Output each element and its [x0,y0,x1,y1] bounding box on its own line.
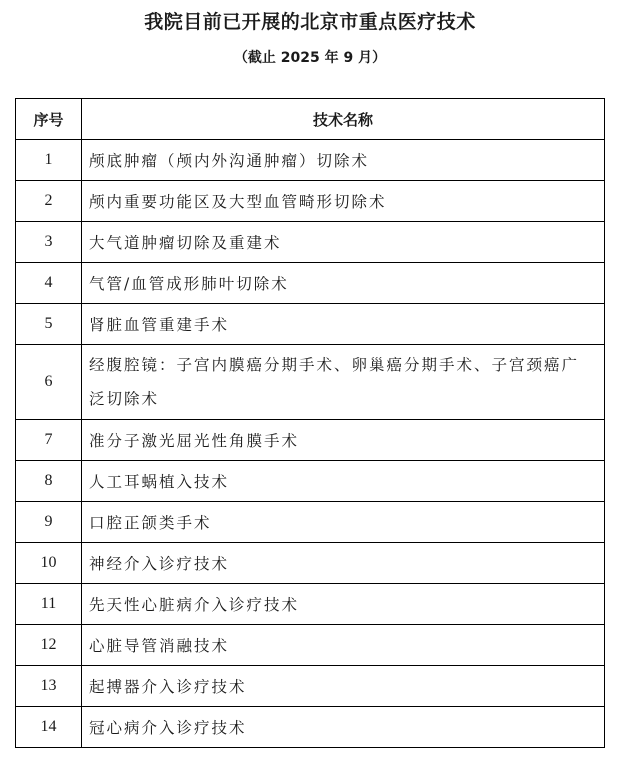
row-technology-name: 先天性心脏病介入诊疗技术 [82,584,605,625]
row-index: 12 [16,625,82,666]
document-subtitle: （截止 2025 年 9 月） [233,50,387,66]
row-index: 10 [16,543,82,584]
row-index: 1 [16,140,82,181]
technology-table [15,98,605,748]
row-technology-name: 颅底肿瘤（颅内外沟通肿瘤）切除术 [82,140,605,181]
column-header-index: 序号 [16,99,82,140]
table-row [16,304,605,345]
table-row [16,222,605,263]
table-row [16,181,605,222]
row-index: 2 [16,181,82,222]
row-index: 4 [16,263,82,304]
row-technology-name: 起搏器介入诊疗技术 [82,666,605,707]
row-index: 3 [16,222,82,263]
table-row [16,584,605,625]
table-row [16,502,605,543]
row-technology-name: 经腹腔镜：子宫内膜癌分期手术、卵巢癌分期手术、子宫颈癌广泛切除术 [82,345,605,420]
row-technology-name: 准分子激光屈光性角膜手术 [82,420,605,461]
table-row [16,420,605,461]
row-technology-name: 口腔正颌类手术 [82,502,605,543]
row-technology-name: 神经介入诊疗技术 [82,543,605,584]
table-row [16,461,605,502]
row-index: 5 [16,304,82,345]
row-index: 8 [16,461,82,502]
row-technology-name: 气管/血管成形肺叶切除术 [82,263,605,304]
row-index: 9 [16,502,82,543]
row-index: 14 [16,707,82,748]
row-technology-name: 肾脏血管重建手术 [82,304,605,345]
table-row [16,625,605,666]
row-index: 13 [16,666,82,707]
table-row [16,666,605,707]
table-row [16,707,605,748]
row-technology-name: 心脏导管消融技术 [82,625,605,666]
row-technology-name: 大气道肿瘤切除及重建术 [82,222,605,263]
row-index: 6 [16,345,82,420]
column-header-name: 技术名称 [82,99,605,140]
document-title: 我院目前已开展的北京市重点医疗技术 [144,11,476,33]
row-technology-name: 冠心病介入诊疗技术 [82,707,605,748]
row-technology-name: 人工耳蜗植入技术 [82,461,605,502]
table-row [16,543,605,584]
table-row [16,263,605,304]
table-row [16,140,605,181]
row-index: 7 [16,420,82,461]
table-row [16,345,605,420]
table-header-row [16,99,605,140]
row-technology-name: 颅内重要功能区及大型血管畸形切除术 [82,181,605,222]
row-index: 11 [16,584,82,625]
